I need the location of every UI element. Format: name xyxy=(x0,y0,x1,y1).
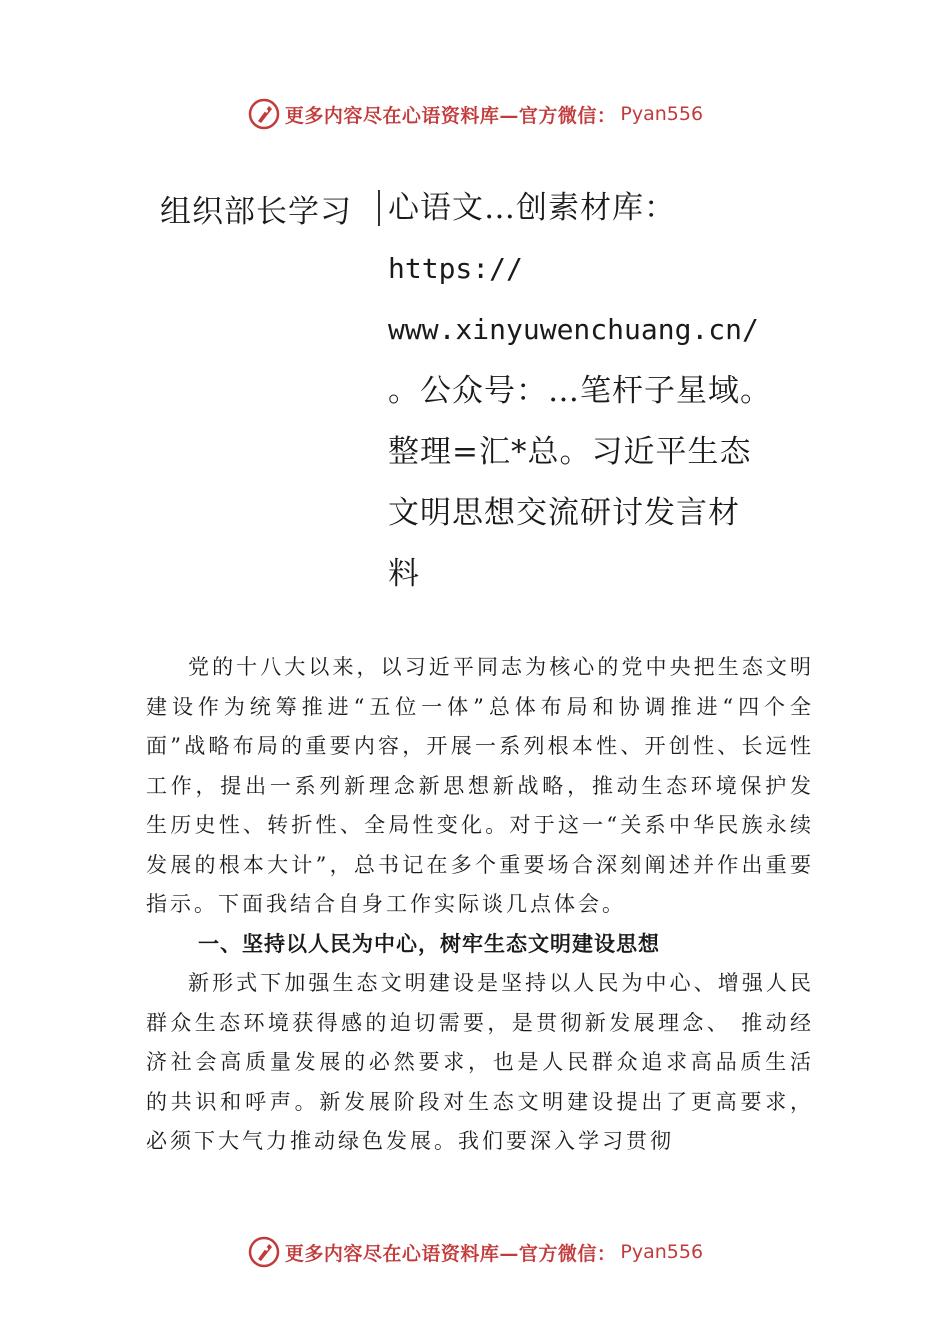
pen-nib-logo-icon xyxy=(247,1235,281,1269)
wechat-id: Pyan556 xyxy=(620,103,704,125)
title-left: 组织部长学习 xyxy=(160,194,352,230)
title-line: 整理=汇*总。习近平生态 xyxy=(388,434,752,470)
title-line: 文明思想交流研讨发言材 xyxy=(388,495,740,531)
wechat-id: Pyan556 xyxy=(620,1241,704,1263)
header-banner xyxy=(0,94,950,134)
banner-text: 更多内容尽在心语资料库—官方微信： xyxy=(284,104,617,127)
title-line: 料 xyxy=(388,556,420,592)
title-line: 。公众号：…笔杆子星域。 xyxy=(388,373,772,409)
banner-text: 更多内容尽在心语资料库—官方微信： xyxy=(284,1242,617,1265)
title-line: https:// xyxy=(388,252,523,285)
pen-nib-logo-icon xyxy=(247,97,281,131)
title-line: www.xinyuwenchuang.cn/ xyxy=(388,313,759,346)
footer-banner xyxy=(0,1232,950,1272)
title-right xyxy=(388,186,808,613)
paragraph: 新形式下加强生态文明建设是坚持以人民为中心、增强人民群众生态环境获得感的迫切需要，是贯彻新发展理念、 推动经济社会高质量发展的必然要求，也是人民群众追求高品质生活的共识和呼声。新发展阶段对生态文明建设提出了更高要求，必须下大气力推动绿色发展。我们要深入学习贯彻 xyxy=(146,971,814,1153)
paragraph: 党的十八大以来，以习近平同志为核心的党中央把生态文明建设作为统筹推进“五位一体”总体布局和协调推进“四个全面”战略布局的重要内容，开展一系列根本性、开创性、长远性工作，提出一系列新理念新思想新战略，推动生态环境保护发生历史性、转折性、全局性变化。对于这一“关系中华民族永续发展的根本大计”，总书记在多个重要场合深刻阐述并作出重要指示。下面我结合自身工作实际谈几点体会。 xyxy=(146,655,814,916)
section-heading: 一、坚持以人民为中心，树牢生态文明建设思想 xyxy=(198,931,660,956)
body-text xyxy=(146,648,814,1162)
title-line: 心语文…创素材库： xyxy=(388,190,676,226)
title-divider xyxy=(378,190,380,226)
